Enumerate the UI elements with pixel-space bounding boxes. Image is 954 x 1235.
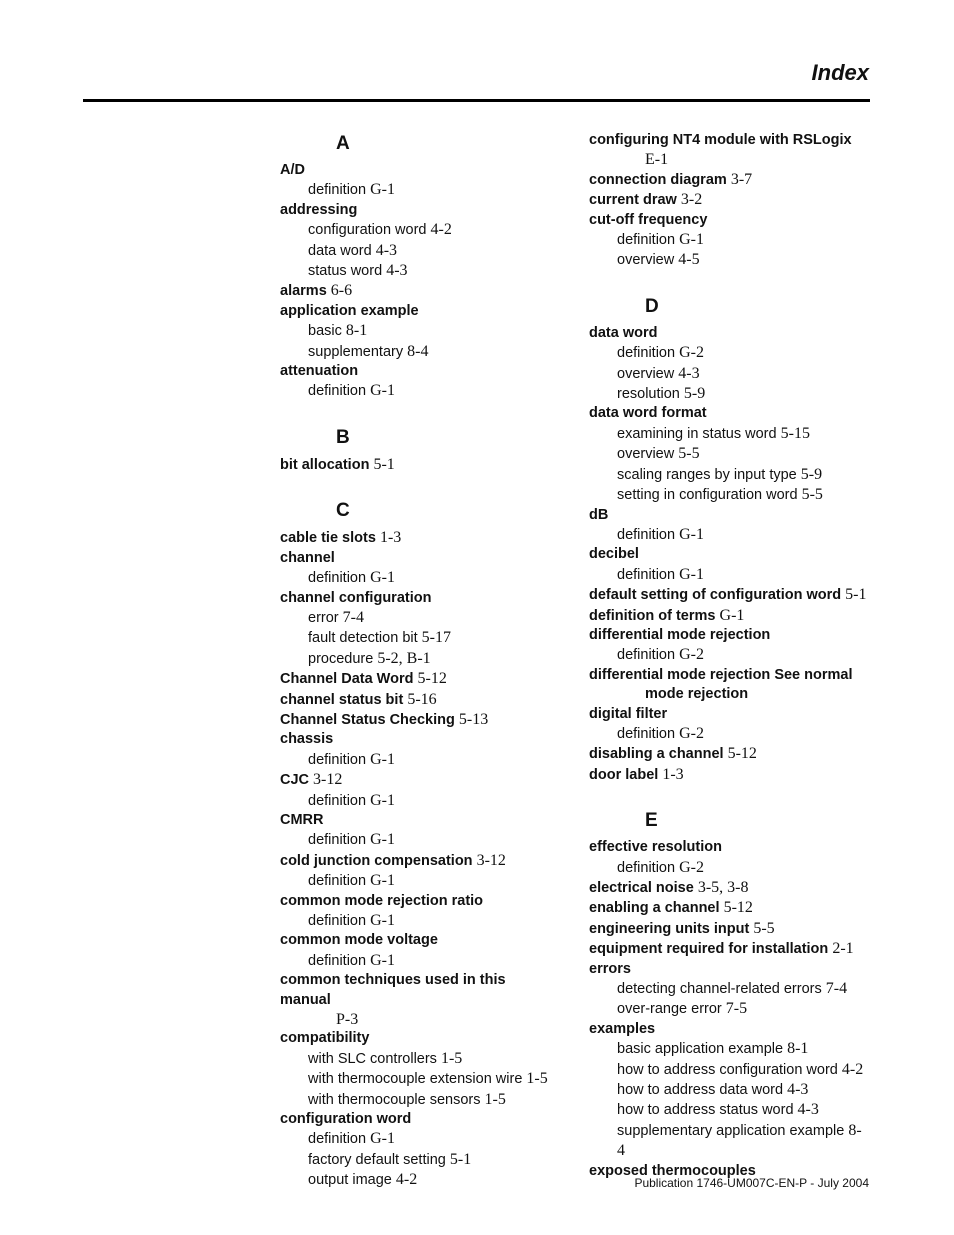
subentry-text: basic: [308, 323, 342, 340]
page-ref: 5-1: [373, 455, 395, 473]
index-term: current draw: [589, 192, 677, 209]
subentry-text: how to address configuration word: [617, 1061, 838, 1078]
index-subentry: [617, 1039, 869, 1059]
subentry-text: definition: [308, 792, 367, 809]
page-ref: G-1: [370, 382, 395, 400]
subentry-text: definition: [308, 570, 367, 587]
subentry-text: how to address data word: [617, 1082, 784, 1099]
index-entry: [280, 281, 560, 301]
page-ref: 4-3: [375, 241, 398, 259]
index-entry: [589, 765, 869, 785]
index-entry: [589, 404, 869, 423]
page-ref: G-1: [679, 565, 704, 583]
page-ref: 7-4: [825, 980, 848, 998]
index-term: differential mode rejection: [589, 626, 771, 643]
index-section: [280, 127, 560, 402]
page-ref: G-1: [370, 831, 395, 849]
page-ref: 5-13: [458, 710, 489, 728]
index-entry: [280, 669, 560, 689]
index-entry: [280, 362, 560, 381]
index-term: configuration word: [280, 1111, 412, 1128]
index-subentry: [617, 565, 869, 585]
page-ref: 1-5: [440, 1049, 463, 1067]
index-entry: [589, 131, 869, 170]
index-term: Channel Status Checking: [280, 711, 455, 728]
index-entry: [280, 528, 560, 548]
index-entry: [280, 770, 560, 790]
index-subentry: [308, 220, 560, 240]
page-ref: 4-2: [841, 1060, 864, 1078]
subentry-text: definition: [617, 647, 676, 664]
page-ref: 5-17: [421, 629, 451, 647]
subentry-text: factory default setting: [308, 1151, 446, 1168]
page-ref: 5-9: [683, 385, 706, 403]
index-entry: [589, 705, 869, 724]
page-ref: P-3: [336, 1011, 359, 1029]
page-ref: 5-15: [780, 424, 810, 442]
index-subentry: [617, 858, 869, 878]
page-ref: 8-1: [345, 322, 368, 340]
page-ref: 5-12: [723, 899, 753, 917]
subentry-text: procedure: [308, 650, 374, 667]
index-term: door label: [589, 766, 659, 783]
index-subentry: [308, 608, 560, 628]
subentry-text: definition: [617, 345, 676, 362]
index-term: channel status bit: [280, 691, 404, 708]
index-term: cable tie slots: [280, 530, 376, 547]
index-term: A/D: [280, 162, 305, 178]
index-subentry: [617, 1121, 869, 1162]
subentry-text: overview: [617, 252, 675, 269]
header-rule: [83, 99, 870, 102]
subentry-text: setting in configuration word: [617, 487, 798, 504]
page-ref: G-1: [370, 951, 395, 969]
page-ref: G-1: [679, 231, 704, 249]
section-letter: E: [645, 810, 658, 832]
index-entry: [589, 898, 869, 918]
index-subentry: [617, 250, 869, 270]
page-ref: 8-1: [787, 1040, 809, 1058]
subentry-text: how to address status word: [617, 1102, 794, 1119]
index-term: chassis: [280, 731, 334, 748]
section-letter: A: [336, 133, 350, 154]
subentry-text: over-range error: [617, 1001, 722, 1018]
index-entry: [589, 838, 869, 857]
index-term: electrical noise: [589, 880, 694, 896]
index-entry: [280, 161, 560, 180]
page-ref: 3-12: [313, 771, 343, 789]
index-subentry: [308, 1150, 560, 1170]
page-ref: 4-3: [787, 1081, 809, 1099]
index-term: addressing: [280, 201, 358, 218]
index-term: enabling a channel: [589, 900, 720, 917]
index-subentry: [308, 1069, 560, 1089]
page-ref: 4-3: [386, 262, 408, 280]
page-ref: 7-4: [342, 608, 364, 626]
page-ref: G-1: [370, 181, 395, 199]
index-term: CMRR: [280, 811, 324, 828]
index-entry: [589, 919, 869, 939]
page-ref: 5-16: [407, 690, 437, 708]
index-subentry: [617, 999, 869, 1019]
index-entry: [589, 666, 869, 705]
index-entry: [589, 324, 869, 343]
subentry-text: definition: [308, 1131, 367, 1148]
subentry-text: with thermocouple sensors: [308, 1091, 481, 1108]
index-subentry: [308, 342, 560, 362]
index-entry: [280, 1110, 560, 1129]
index-subentry: [617, 364, 869, 384]
index-subentry: [617, 525, 869, 545]
index-subentry: [617, 1060, 869, 1080]
index-term: effective resolution: [589, 839, 722, 856]
index-subentry: [308, 871, 560, 891]
index-section: [589, 290, 869, 785]
index-term: data word: [589, 324, 658, 341]
index-entry: [589, 190, 869, 210]
index-subentry: [308, 830, 560, 850]
index-entry: [280, 730, 560, 749]
index-section: [589, 131, 869, 271]
page-ref: G-2: [679, 646, 704, 664]
subentry-text: definition: [308, 182, 367, 199]
index-term-continued: mode rejection: [645, 686, 749, 703]
index-term: examples: [589, 1020, 656, 1037]
page-ref: G-2: [679, 344, 704, 362]
page-ref: 1-5: [526, 1070, 548, 1088]
index-entry: [589, 606, 869, 626]
subentry-text: definition: [617, 725, 676, 742]
subentry-text: resolution: [617, 386, 680, 403]
page-ref: 4-3: [797, 1101, 819, 1119]
index-term: configuring NT4 module with RSLogix: [589, 132, 852, 148]
section-letter: B: [336, 426, 350, 448]
index-subentry: [617, 424, 869, 444]
index-subentry: [308, 321, 560, 341]
index-entry: [589, 960, 869, 979]
index-term: data word format: [589, 405, 707, 422]
subentry-text: with thermocouple extension wire: [308, 1071, 523, 1088]
subentry-text: scaling ranges by input type: [617, 466, 797, 483]
page-ref: 4-3: [678, 364, 700, 382]
page-ref: G-1: [370, 872, 395, 890]
index-entry: [280, 690, 560, 710]
index-term: common mode rejection ratio: [280, 892, 484, 909]
index-subentry: [617, 1080, 869, 1100]
index-term: dB: [589, 506, 609, 523]
index-entry: [589, 878, 869, 898]
page-ref: 4-5: [678, 251, 700, 269]
index-term: decibel: [589, 546, 639, 563]
index-term: attenuation: [280, 363, 359, 380]
index-subentry: [308, 180, 560, 200]
page-ref: 3-12: [476, 851, 506, 869]
page-ref: E-1: [645, 151, 669, 169]
subentry-text: output image: [308, 1172, 392, 1189]
page-ref: 8-4: [407, 342, 429, 360]
index-entry: [589, 626, 869, 645]
page-ref: 5-2, B-1: [377, 649, 431, 667]
index-entry: [589, 545, 869, 564]
page-ref: 5-5: [753, 919, 775, 937]
index-term: exposed thermocouples: [589, 1162, 756, 1179]
index-column-left: [280, 127, 560, 1210]
index-subentry: [308, 791, 560, 811]
index-subentry: [617, 1100, 869, 1120]
index-subentry: [617, 343, 869, 363]
index-subentry: [308, 649, 560, 669]
page-ref: 1-5: [484, 1090, 506, 1108]
index-term: alarms: [280, 283, 327, 300]
subentry-text: data word: [308, 242, 372, 259]
page-ref: 5-1: [449, 1150, 472, 1168]
subentry-text: with SLC controllers: [308, 1050, 437, 1067]
index-term: default setting of configuration word: [589, 587, 842, 604]
index-entry: [280, 892, 560, 911]
page-ref: G-1: [370, 750, 395, 768]
page-title: Index: [811, 60, 869, 85]
index-subentry: [617, 444, 869, 464]
index-subentry: [308, 568, 560, 588]
page-ref: G-2: [679, 858, 704, 876]
subentry-text: definition: [617, 232, 676, 249]
page-ref: 4-2: [395, 1171, 418, 1189]
index-entry: [280, 931, 560, 950]
page-ref: G-1: [679, 525, 704, 543]
index-term: differential mode rejection See normal: [589, 666, 853, 683]
page-ref: G-1: [370, 791, 395, 809]
page-ref: 1-3: [662, 765, 684, 783]
index-section: [589, 804, 869, 1181]
index-term: channel configuration: [280, 589, 432, 606]
index-term: application example: [280, 302, 419, 319]
index-subentry: [308, 241, 560, 261]
index-section: [280, 421, 560, 475]
index-entry: [589, 170, 869, 190]
index-subentry: [617, 230, 869, 250]
index-subentry: [617, 724, 869, 744]
subentry-text: basic application example: [617, 1041, 784, 1058]
index-entry: [280, 851, 560, 871]
index-term: common techniques used in this manual: [280, 972, 506, 1008]
subentry-text: overview: [617, 365, 675, 382]
publication-footer: Publication 1746-UM007C-EN-P - July 2004: [634, 1176, 869, 1190]
index-term: bit allocation: [280, 456, 370, 473]
index-term: CJC: [280, 772, 310, 789]
index-section: [280, 494, 560, 1190]
subentry-text: definition: [308, 913, 367, 929]
index-subentry: [308, 951, 560, 971]
index-subentry: [308, 911, 560, 931]
page-ref: 1-3: [379, 529, 402, 547]
index-entry: [280, 589, 560, 608]
index-term: common mode voltage: [280, 932, 438, 949]
index-term: errors: [589, 960, 631, 977]
index-term: equipment required for installation: [589, 941, 829, 958]
subentry-text: definition: [617, 859, 676, 876]
page-ref: 5-12: [727, 745, 757, 763]
index-subentry: [308, 1049, 560, 1069]
index-entry: [280, 455, 560, 475]
subentry-text: detecting channel-related errors: [617, 981, 822, 998]
index-column-right: [589, 131, 869, 1200]
index-entry: [589, 585, 869, 605]
index-entry: [280, 971, 560, 1029]
index-subentry: [308, 628, 560, 648]
page-ref: 3-5, 3-8: [697, 879, 749, 896]
page-ref: 5-9: [800, 465, 823, 483]
index-term: definition of terms: [589, 607, 716, 624]
subentry-text: definition: [308, 751, 367, 768]
subentry-text: overview: [617, 446, 675, 463]
section-letter: D: [645, 295, 659, 317]
subentry-text: definition: [308, 832, 367, 849]
index-term: engineering units input: [589, 920, 750, 937]
page-ref: 5-5: [801, 486, 823, 504]
index-term: cut-off frequency: [589, 211, 708, 228]
index-term: connection diagram: [589, 171, 727, 188]
index-entry: [589, 1020, 869, 1039]
page-ref: G-2: [679, 724, 704, 742]
index-subentry: [308, 1090, 560, 1110]
index-subentry: [617, 645, 869, 665]
page-ref: G-1: [719, 606, 745, 624]
index-term: compatibility: [280, 1030, 370, 1047]
page-ref: 6-6: [330, 282, 353, 300]
page-ref: 5-1: [845, 586, 867, 604]
page-ref: 4-2: [430, 221, 452, 239]
index-entry: [280, 549, 560, 568]
index-subentry: [617, 465, 869, 485]
index-subentry: [617, 485, 869, 505]
subentry-text: definition: [617, 566, 676, 583]
subentry-text: supplementary: [308, 343, 404, 360]
subentry-text: definition: [308, 873, 367, 890]
subentry-text: examining in status word: [617, 425, 777, 442]
page-ref: G-1: [370, 569, 395, 587]
subentry-text: definition: [617, 526, 676, 543]
index-entry: [589, 211, 869, 230]
index-entry: [280, 710, 560, 730]
page-ref: 3-2: [680, 191, 703, 209]
index-term: cold junction compensation: [280, 852, 473, 869]
page-ref: 2-1: [832, 940, 854, 958]
page-ref: G-1: [370, 912, 395, 929]
index-entry: [589, 939, 869, 959]
index-entry: [280, 811, 560, 830]
index-entry: [280, 1029, 560, 1048]
index-term: channel: [280, 549, 335, 566]
index-term: Channel Data Word: [280, 671, 414, 688]
index-subentry: [308, 261, 560, 281]
subentry-text: fault detection bit: [308, 630, 418, 647]
index-subentry: [308, 1129, 560, 1149]
index-subentry: [308, 381, 560, 401]
index-entry: [589, 744, 869, 764]
subentry-text: definition: [308, 383, 367, 400]
page-ref: 7-5: [725, 1000, 748, 1018]
subentry-text: configuration word: [308, 222, 427, 239]
index-subentry: [308, 1170, 560, 1190]
index-subentry: [617, 384, 869, 404]
index-entry: [280, 201, 560, 220]
page-ref: 8-4: [617, 1121, 862, 1160]
subentry-text: definition: [308, 952, 367, 969]
subentry-text: status word: [308, 263, 383, 280]
page-ref: G-1: [370, 1130, 395, 1148]
index-subentry: [308, 750, 560, 770]
page-ref: 5-12: [417, 670, 447, 688]
page-ref: 5-5: [678, 445, 700, 463]
index-entry: [589, 506, 869, 525]
index-term: disabling a channel: [589, 746, 724, 763]
index-entry: [280, 302, 560, 321]
subentry-text: error: [308, 609, 339, 626]
index-subentry: [617, 979, 869, 999]
subentry-text: supplementary application example: [617, 1122, 845, 1139]
index-term: digital filter: [589, 705, 668, 722]
page-ref: 3-7: [730, 170, 753, 188]
section-letter: C: [336, 500, 350, 522]
